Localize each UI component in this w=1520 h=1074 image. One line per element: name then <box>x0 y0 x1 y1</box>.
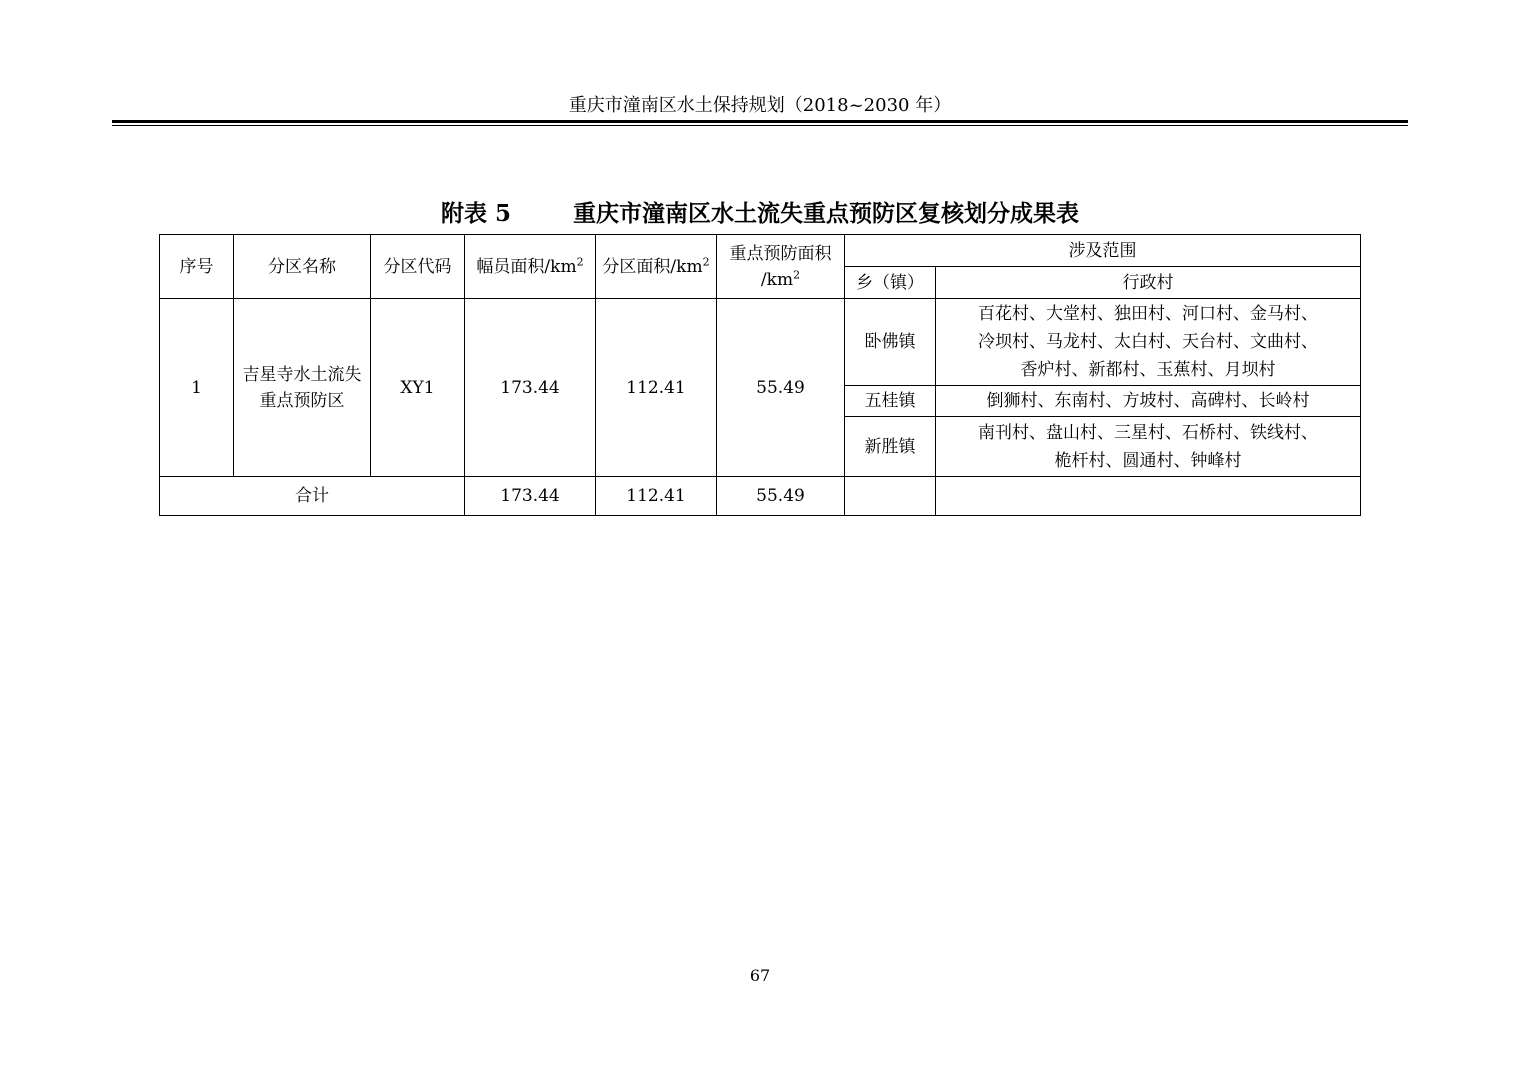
row-zone-area: 112.41 <box>596 299 717 477</box>
total-row <box>160 477 1361 516</box>
running-header: 重庆市潼南区水土保持规划（2018~2030 年） <box>568 95 952 116</box>
header-zone-name: 分区名称 <box>234 235 371 299</box>
table-title-label: 附表 5 <box>440 200 511 227</box>
row-prevention-area: 55.49 <box>717 299 845 477</box>
header-zone-code: 分区代码 <box>371 235 465 299</box>
header-rule-thick <box>112 120 1408 123</box>
header-prevention-area-line2 <box>719 267 842 293</box>
total-extent-area: 173.44 <box>465 477 596 516</box>
township-name: 五桂镇 <box>845 386 936 417</box>
header-extent-area-text: 幅员面积/km <box>476 256 577 277</box>
total-township-empty <box>845 477 936 516</box>
header-villages: 行政村 <box>936 267 1361 299</box>
township-villages <box>936 386 1361 417</box>
header-row-1 <box>160 235 1361 267</box>
header-rule-thin <box>112 125 1408 126</box>
header-scope: 涉及范围 <box>845 235 1361 267</box>
village-line: 桅杆村、圆通村、钟峰村 <box>1054 450 1242 471</box>
village-line: 香炉村、新都村、玉蕉村、月坝村 <box>1020 360 1276 380</box>
row-zone-name <box>234 299 371 477</box>
row-zone-name-line2: 重点预防区 <box>259 390 345 411</box>
township-name: 卧佛镇 <box>845 299 936 386</box>
total-prevention-area: 55.49 <box>717 477 845 516</box>
page-number: 67 <box>749 966 771 985</box>
total-zone-area: 112.41 <box>596 477 717 516</box>
header-zone-area <box>596 235 717 299</box>
table-title-text: 重庆市潼南区水土流失重点预防区复核划分成果表 <box>573 200 1079 227</box>
table-row <box>160 299 1361 386</box>
total-label: 合计 <box>160 477 465 516</box>
header-prevention-area-sup: 2 <box>793 267 801 281</box>
header-extent-area <box>465 235 596 299</box>
township-name: 新胜镇 <box>845 417 936 477</box>
prevention-zone-table <box>159 234 1361 516</box>
header-extent-area-sup: 2 <box>576 254 584 268</box>
header-zone-area-sup: 2 <box>702 254 710 268</box>
header-prevention-area-unit: /km <box>760 269 794 290</box>
header-township: 乡（镇） <box>845 267 936 299</box>
row-extent-area: 173.44 <box>465 299 596 477</box>
village-line: 南刊村、盘山村、三星村、石桥村、铁线村、 <box>978 422 1318 443</box>
village-line: 倒狮村、东南村、方坡村、高碑村、长岭村 <box>986 391 1310 411</box>
village-line: 百花村、大堂村、独田村、河口村、金马村、 <box>978 304 1318 324</box>
table-title <box>0 198 1520 230</box>
row-zone-name-line1: 吉星寺水土流失 <box>242 364 362 385</box>
total-villages-empty <box>936 477 1361 516</box>
header-seq: 序号 <box>160 235 234 299</box>
township-villages <box>936 299 1361 386</box>
header-prevention-area <box>717 235 845 299</box>
row-seq: 1 <box>160 299 234 477</box>
header-zone-area-text: 分区面积/km <box>602 256 703 277</box>
row-zone-code: XY1 <box>371 299 465 477</box>
township-villages <box>936 417 1361 477</box>
header-prevention-area-line1: 重点预防面积 <box>729 243 832 264</box>
village-line: 冷坝村、马龙村、太白村、天台村、文曲村、 <box>978 332 1318 352</box>
